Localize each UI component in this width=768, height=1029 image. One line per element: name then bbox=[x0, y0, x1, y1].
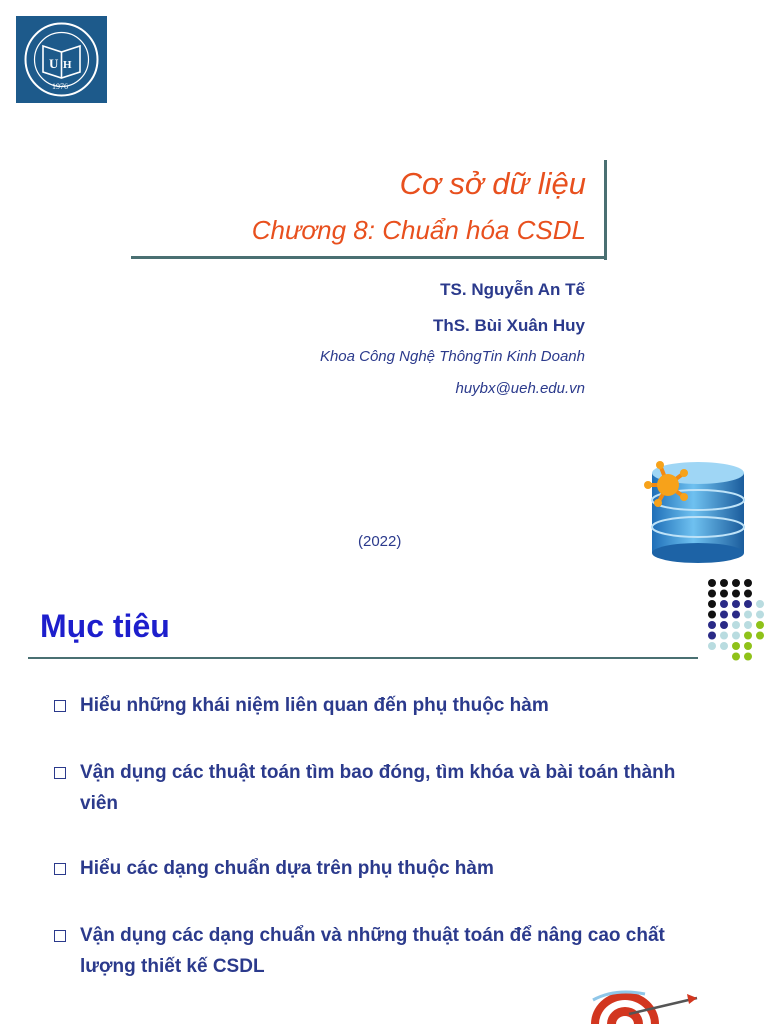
objective-text-2: Vận dụng các thuật toán tìm bao đóng, tìm khóa và bài toán thành viên bbox=[80, 762, 676, 814]
svg-text:H: H bbox=[63, 59, 72, 71]
objective-text-4: Vận dụng các dạng chuẩn và những thuật toán để nâng cao chất lượng thiết kế CSDL bbox=[80, 925, 665, 977]
slide-title: Cơ sở dữ liệu bbox=[399, 166, 586, 201]
department: Khoa Công Nghệ ThôngTin Kinh Doanh bbox=[319, 348, 585, 365]
svg-text:U: U bbox=[49, 56, 59, 71]
ueh-logo-icon bbox=[16, 16, 107, 103]
objective-text-3: Hiểu các dạng chuẩn dựa trên phụ thuộc hàm bbox=[80, 858, 494, 879]
target-arrow-icon bbox=[585, 984, 705, 1024]
dot-grid-decoration bbox=[706, 578, 768, 662]
section-title: Mục tiêu bbox=[40, 608, 170, 644]
title-block bbox=[252, 165, 586, 247]
section-rule bbox=[28, 657, 698, 659]
objective-text-1: Hiểu những khái niệm liên quan đến phụ thuộc hàm bbox=[80, 695, 549, 716]
objective-item-1 bbox=[54, 690, 704, 721]
checkbox-bullet-icon bbox=[54, 930, 66, 942]
year-label: (2022) bbox=[358, 533, 402, 550]
checkbox-bullet-icon bbox=[54, 863, 66, 875]
email[interactable]: huybx@ueh.edu.vn bbox=[455, 380, 585, 397]
logo-year-text: 1976 bbox=[52, 82, 68, 91]
author-1: TS. Nguyễn An Tế bbox=[440, 280, 585, 299]
title-vertical-rule bbox=[604, 160, 607, 260]
author-2: ThS. Bùi Xuân Huy bbox=[432, 316, 585, 335]
checkbox-bullet-icon bbox=[54, 767, 66, 779]
database-icon bbox=[640, 455, 752, 565]
title-horizontal-rule bbox=[131, 256, 607, 259]
checkbox-bullet-icon bbox=[54, 700, 66, 712]
objective-item-4 bbox=[54, 920, 704, 982]
slide-subtitle: Chương 8: Chuẩn hóa CSDL bbox=[251, 215, 586, 245]
objective-item-3 bbox=[54, 853, 704, 884]
objective-item-2 bbox=[54, 757, 704, 819]
